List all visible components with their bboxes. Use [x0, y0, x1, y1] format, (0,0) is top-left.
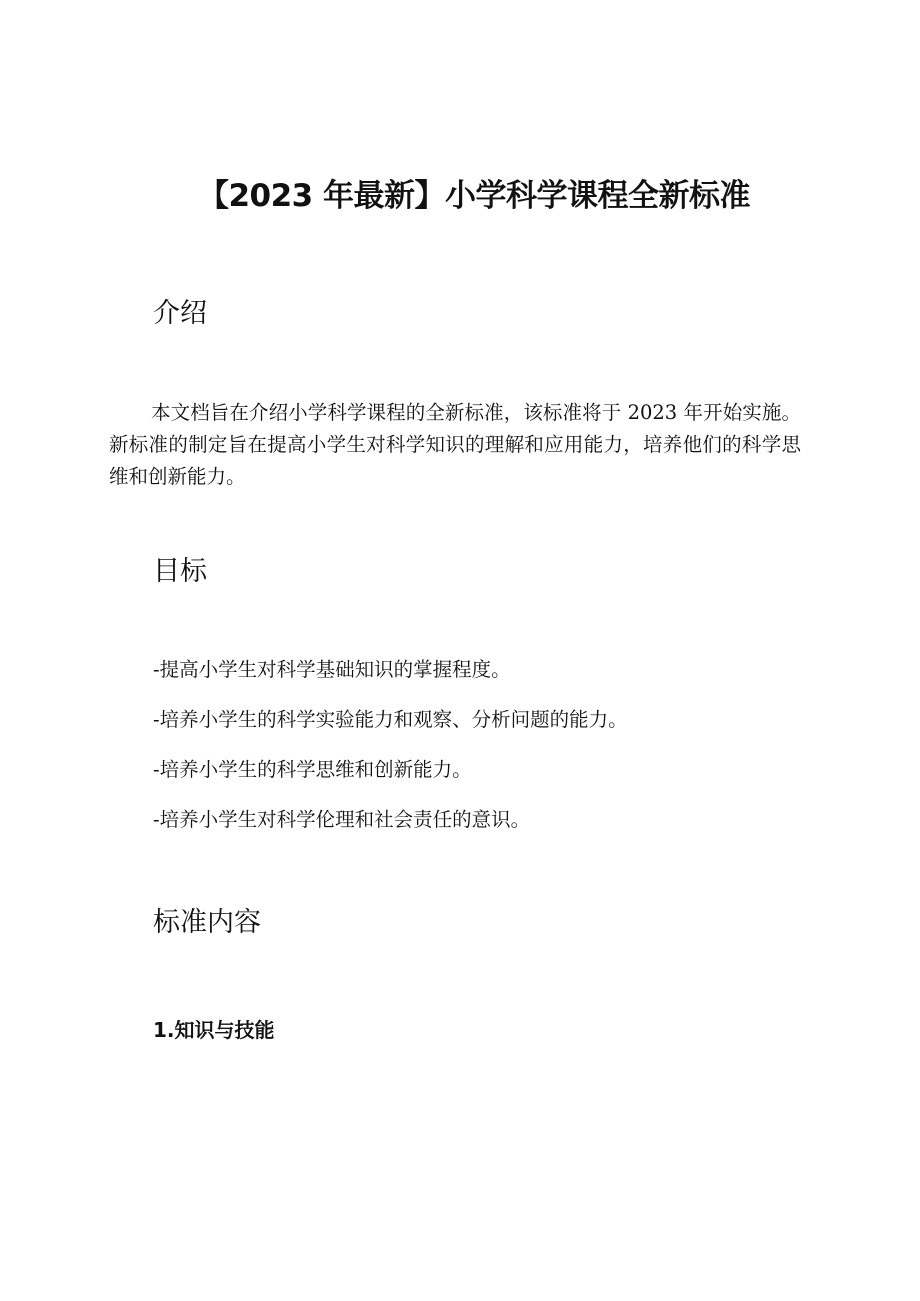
- goal-item-4: -培养小学生对科学伦理和社会责任的意识。: [153, 808, 531, 831]
- intro-paragraph: 本文档旨在介绍小学科学课程的全新标准，该标准将于 2023 年开始实施。新标准的制定旨在提高小学生对科学知识的理解和应用能力，培养他们的科学思维和创新能力。: [109, 401, 801, 488]
- section-heading-goals: 目标: [153, 556, 207, 587]
- section-heading-standards: 标准内容: [153, 907, 261, 938]
- goal-item-3: -培养小学生的科学思维和创新能力。: [153, 758, 472, 781]
- goal-item-2: -培养小学生的科学实验能力和观察、分析问题的能力。: [153, 708, 628, 731]
- document-title: 【2023 年最新】小学科学课程全新标准: [197, 178, 751, 214]
- section-heading-intro: 介绍: [153, 298, 207, 329]
- goal-item-1: -提高小学生对科学基础知识的掌握程度。: [153, 658, 511, 681]
- goal-list: [153, 654, 628, 854]
- subsection-heading-knowledge-skills: 1.知识与技能: [153, 1018, 275, 1042]
